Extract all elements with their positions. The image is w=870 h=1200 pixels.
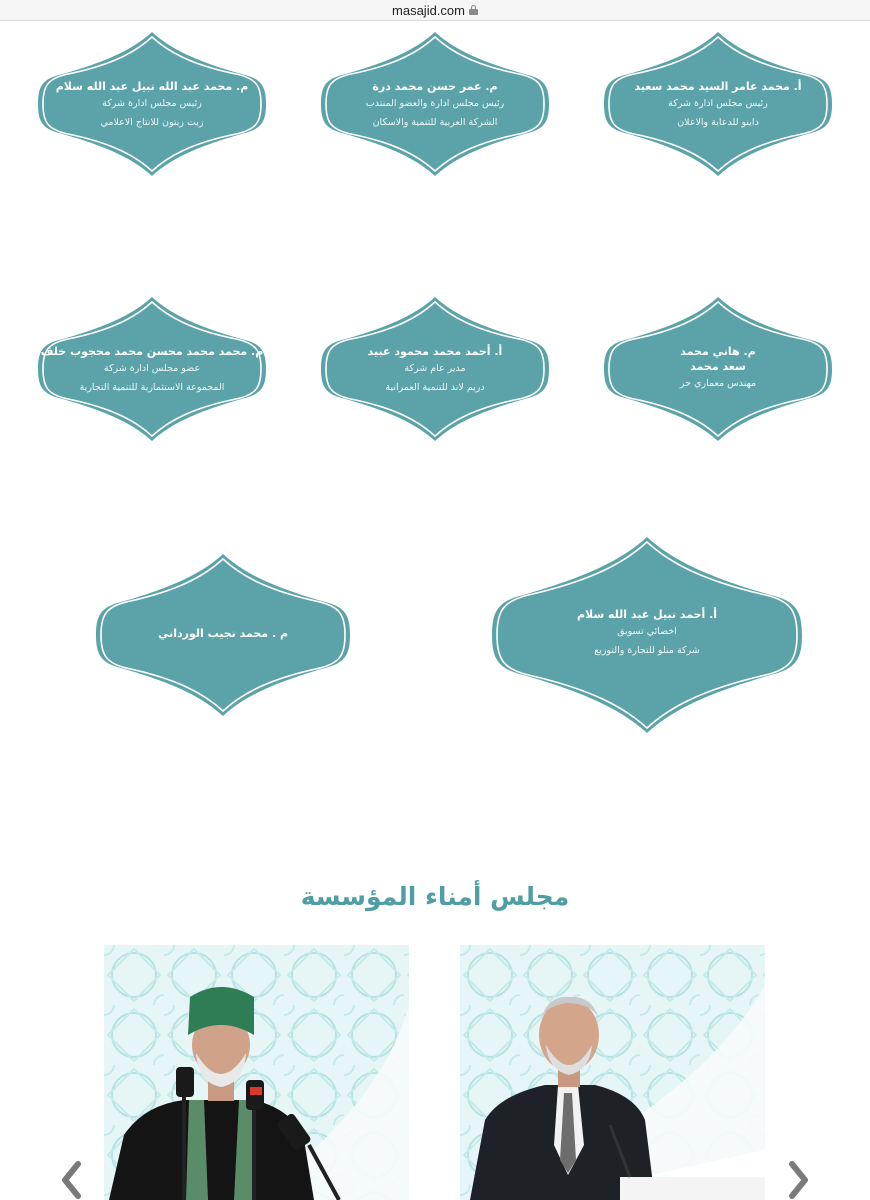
card-photo	[104, 945, 409, 1200]
chevron-right-icon	[792, 1164, 805, 1196]
member-name: أ. أحمد محمد محمود عبيد	[367, 345, 503, 358]
carousel-next-button[interactable]	[786, 1160, 812, 1200]
member-badge	[36, 30, 268, 178]
member-name: م . محمد نجيب الورداني	[157, 627, 289, 640]
member-badge	[319, 295, 551, 443]
browser-address-bar[interactable]	[0, 0, 870, 21]
member-badge	[490, 535, 804, 735]
member-title: عضو مجلس ادارة شركة	[103, 363, 201, 374]
member-company: الشركة العربية للتنمية والاسكان	[372, 117, 498, 128]
member-badge	[319, 30, 551, 178]
member-name: م. محمد عبد الله نبيل عبد الله سلام	[55, 80, 249, 93]
url-text: masajid.com	[392, 2, 465, 18]
member-title: اخصائي تسويق	[617, 626, 677, 637]
member-name: م. محمد محمد محسن محمد محجوب خلف	[40, 345, 264, 358]
member-company: داينو للدعاية والاعلان	[677, 117, 759, 128]
member-badge	[94, 552, 352, 718]
lock-icon	[469, 5, 478, 15]
trustee-card[interactable]	[460, 945, 765, 1200]
member-company: المجموعة الاستثمارية للتنمية التجارية	[79, 382, 225, 393]
member-name: أ. محمد عامر السيد محمد سعيد	[634, 80, 802, 93]
member-company: شركة منلو للتجارة والتوزيع	[594, 645, 700, 656]
member-title: مدير عام شركة	[404, 363, 466, 374]
trustees-section-title: مجلس أمناء المؤسسة	[300, 882, 570, 911]
card-photo	[460, 945, 765, 1200]
member-name: م. هاني محمد	[680, 345, 756, 358]
member-badge	[36, 295, 268, 443]
member-title: رئيس مجلس ادارة والعضو المنتدب	[365, 98, 505, 109]
member-badge	[602, 30, 834, 178]
carousel-prev-button[interactable]	[58, 1160, 84, 1200]
member-company: زيت زيتون للانتاج الاعلامي	[100, 117, 204, 128]
member-badge	[602, 295, 834, 443]
trustee-card[interactable]	[104, 945, 409, 1200]
member-name: أ. أحمد نبيل عبد الله سلام	[576, 608, 718, 621]
member-name: م. عمر حسن محمد درة	[372, 80, 498, 93]
chevron-left-icon	[65, 1164, 78, 1196]
member-company: دريم لاند للتنمية العمرانية	[385, 382, 485, 393]
member-title: مهندس معماري حر	[679, 378, 757, 389]
member-title: رئيس مجلس ادارة شركة	[668, 98, 768, 109]
member-name-line2: سعد محمد	[690, 360, 746, 373]
member-title: رئيس مجلس ادارة شركة	[102, 98, 202, 109]
